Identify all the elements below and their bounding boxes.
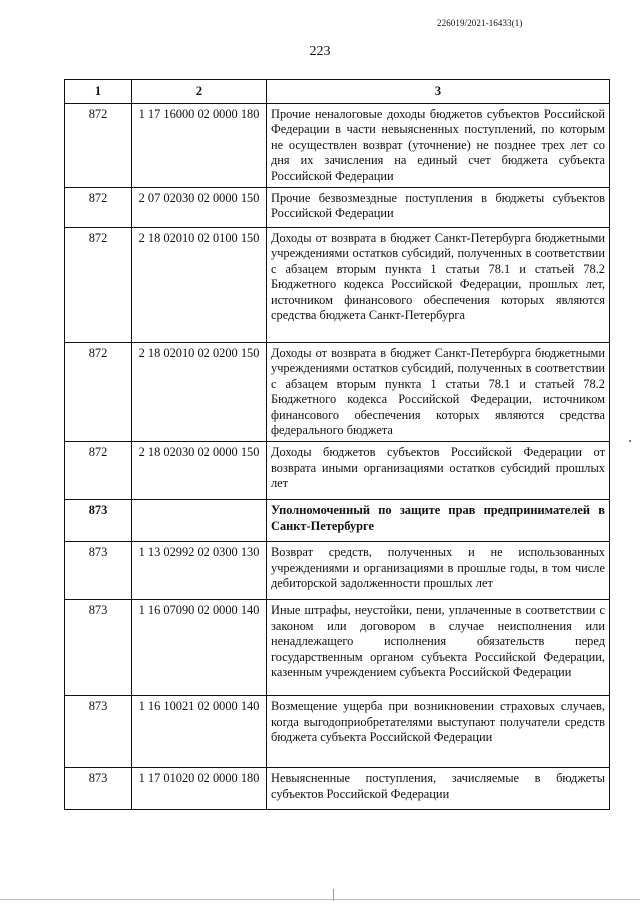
revenue-code-cell: 2 18 02010 02 0100 150 — [132, 228, 267, 343]
table-row — [65, 343, 610, 442]
description-cell: Возврат средств, полученных и не использованных учреждениями и организациями в прошлые годы, в том числе дебиторской задолженности прошлых лет — [267, 542, 610, 600]
table-row — [65, 600, 610, 696]
description-cell: Прочие безвозмездные поступления в бюджеты субъектов Российской Федерации — [267, 188, 610, 228]
description-cell: Доходы бюджетов субъектов Российской Федерации от возврата иными организациями остатков субсидий прошлых лет — [267, 442, 610, 500]
revenue-code-cell: 1 13 02992 02 0300 130 — [132, 542, 267, 600]
table-row — [65, 228, 610, 343]
header-col-2: 2 — [132, 80, 267, 104]
revenue-codes-table — [64, 79, 610, 810]
table-row — [65, 542, 610, 600]
description-cell: Возмещение ущерба при возникновении страховых случаев, когда выгодоприобретателями выступают получатели средств бюджета субъекта Российской Федерации — [267, 696, 610, 768]
revenue-code-cell: 2 07 02030 02 0000 150 — [132, 188, 267, 228]
table-row — [65, 768, 610, 810]
scan-speck — [629, 440, 631, 442]
table-row — [65, 104, 610, 188]
table-row — [65, 188, 610, 228]
admin-code-cell: 873 — [65, 768, 132, 810]
page-number: 223 — [309, 44, 331, 59]
section-header-row — [65, 500, 610, 542]
revenue-code-cell: 2 18 02030 02 0000 150 — [132, 442, 267, 500]
admin-code-cell: 873 — [65, 542, 132, 600]
revenue-code-cell: 1 17 01020 02 0000 180 — [132, 768, 267, 810]
admin-code-cell: 872 — [65, 343, 132, 442]
admin-code-cell: 872 — [65, 188, 132, 228]
scan-edge-line — [0, 899, 640, 900]
administrator-title-cell: Уполномоченный по защите прав предпринимателей в Санкт-Петербурге — [267, 500, 610, 542]
document-id: 226019/2021-16433(1) — [437, 18, 523, 28]
revenue-code-cell — [132, 500, 267, 542]
revenue-code-cell: 1 17 16000 02 0000 180 — [132, 104, 267, 188]
admin-code-cell: 872 — [65, 442, 132, 500]
description-cell: Невыясненные поступления, зачисляемые в бюджеты субъектов Российской Федерации — [267, 768, 610, 810]
table-header-row — [65, 80, 610, 104]
table-row — [65, 696, 610, 768]
description-cell: Иные штрафы, неустойки, пени, уплаченные в соответствии с законом или договором в случае неисполнения или ненадлежащего исполнения обязательств перед государственным органом субъекта Российской Федерации, казенным учреждением субъекта Российской Федерации — [267, 600, 610, 696]
description-cell: Доходы от возврата в бюджет Санкт-Петербурга бюджетными учреждениями остатков субсидий, полученных в соответствии с абзацем вторым пункта 1 статьи 78.1 и статьей 78.2 Бюджетного кодекса Российской Федерации, источником финансового обеспечения которых являются средства федерального бюджета — [267, 343, 610, 442]
admin-code-cell: 873 — [65, 600, 132, 696]
admin-code-cell: 873 — [65, 696, 132, 768]
revenue-code-cell: 2 18 02010 02 0200 150 — [132, 343, 267, 442]
admin-code-cell: 872 — [65, 228, 132, 343]
description-cell: Прочие неналоговые доходы бюджетов субъектов Российской Федерации в части невыясненных поступлений, по которым не осуществлен возврат (уточнение) не позднее трех лет со дня их зачисления на единый счет бюджета субъекта Российской Федерации — [267, 104, 610, 188]
revenue-code-cell: 1 16 07090 02 0000 140 — [132, 600, 267, 696]
header-col-3: 3 — [267, 80, 610, 104]
admin-code-cell: 873 — [65, 500, 132, 542]
admin-code-cell: 872 — [65, 104, 132, 188]
header-col-1: 1 — [65, 80, 132, 104]
table-row — [65, 442, 610, 500]
description-cell: Доходы от возврата в бюджет Санкт-Петербурга бюджетными учреждениями остатков субсидий, полученных в соответствии с абзацем вторым пункта 1 статьи 78.1 и статьей 78.2 Бюджетного кодекса Российской Федерации, прошлых лет, источником финансового обеспечения которых являются средства бюджета Санкт-Петербурга — [267, 228, 610, 343]
revenue-code-cell: 1 16 10021 02 0000 140 — [132, 696, 267, 768]
